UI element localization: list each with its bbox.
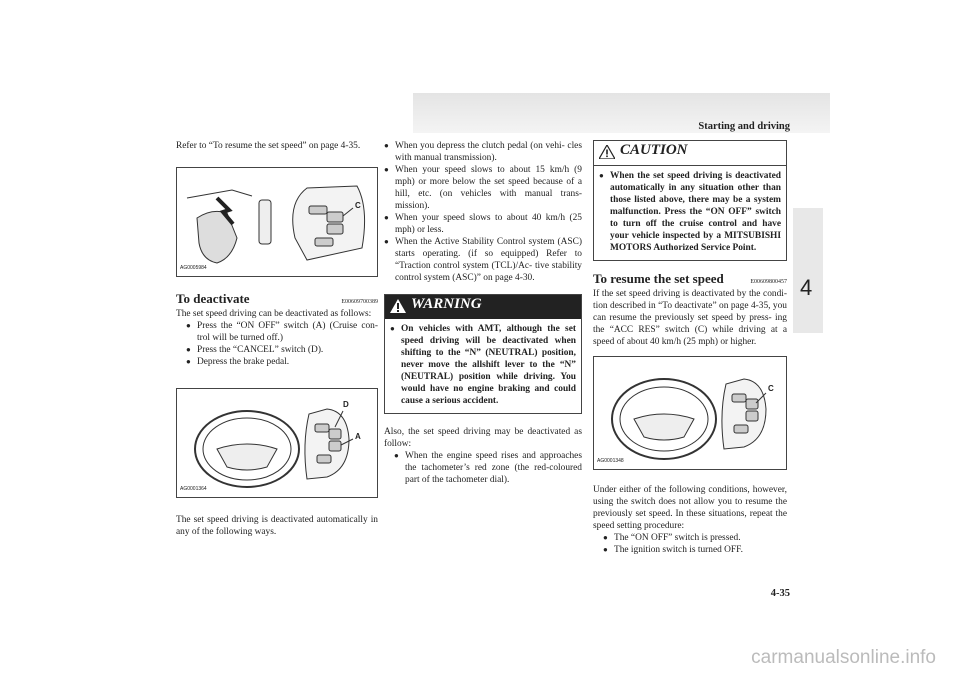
caution-text: ● When the set speed driving is deactivated automatically in any situation other than those listed above, there may be a system malfunction. Press the “ON OFF” switch to turn off the cruise control and have your vehicle inspected by a MITSUBISHI MOTORS Authorized Service Point. bbox=[599, 170, 781, 254]
list-item: ● Press the “CANCEL” switch (D). bbox=[186, 344, 378, 356]
list-item: ● Depress the brake pedal. bbox=[186, 356, 378, 368]
warning-triangle-icon bbox=[390, 299, 406, 313]
chapter-number: 4 bbox=[800, 275, 813, 300]
warning-header bbox=[385, 295, 581, 319]
warning-body bbox=[385, 319, 581, 413]
figure-label-a: A bbox=[355, 432, 361, 441]
caution-header bbox=[594, 141, 786, 166]
heading-to-resume: To resume the set speed E00609800457 bbox=[593, 271, 787, 286]
list-item: ● The ignition switch is turned OFF. bbox=[603, 544, 787, 556]
resume-conditions-text: Under either of the following conditions, however, using the switch does not allow you to resume the previously set speed. In these situations, repeat the speed setting procedure: bbox=[593, 485, 787, 531]
caution-body bbox=[594, 166, 786, 260]
section-title: Starting and driving bbox=[698, 121, 790, 132]
caution-triangle-icon bbox=[599, 145, 615, 159]
figure-resume-switch bbox=[593, 356, 787, 470]
figure-code: AG0001364 bbox=[180, 486, 207, 492]
figure-steering-switches bbox=[176, 388, 378, 498]
pedal-switch-illustration bbox=[177, 168, 377, 276]
list-item: ● When the Active Stability Control system (ASC) starts operating. (if so equipped) Refer to “Traction control system (TCL)/Ac- tive stability control system (ASC)” on page 4-30. bbox=[384, 236, 582, 284]
also-deactivate-list bbox=[384, 450, 582, 486]
list-item: ● When your speed slows to about 15 km/h (9 mph) or more below the set speed because of a hill, etc. (on vehicles with manual trans- mission). bbox=[384, 164, 582, 212]
page-number: 4-35 bbox=[770, 588, 790, 599]
intro-text: Refer to “To resume the set speed” on page 4-35. bbox=[176, 141, 361, 151]
caution-title: CAUTION bbox=[620, 142, 688, 158]
also-deactivate-text: Also, the set speed driving may be deactivated as follow: bbox=[384, 427, 582, 449]
resume-text: If the set speed driving is deactivated by the condi- tion described in “To deactivate” on page 4-35, you can resume the previously set speed by press- ing the “ACC RES” switch (C) while driving at a speed of about 40 km/h (25 mph) or higher. bbox=[593, 289, 787, 347]
figure-code: AG0001348 bbox=[597, 458, 624, 464]
list-item: ● When your speed slows to about 40 km/h (25 mph) or less. bbox=[384, 212, 582, 236]
auto-deactivate-list bbox=[384, 140, 582, 284]
resume-conditions-list bbox=[593, 532, 787, 556]
heading-code: E00609800457 bbox=[750, 279, 787, 285]
caution-box bbox=[593, 140, 787, 261]
column-left bbox=[176, 140, 378, 538]
figure-label-c: C bbox=[355, 201, 361, 210]
warning-title: WARNING bbox=[411, 296, 482, 312]
figure-code: AG0005984 bbox=[180, 265, 207, 271]
list-item: ● When you depress the clutch pedal (on vehi- cles with manual transmission). bbox=[384, 140, 582, 164]
heading-to-deactivate: To deactivate E00609700389 bbox=[176, 291, 378, 306]
chapter-tab bbox=[793, 208, 823, 333]
heading-code: E00609700389 bbox=[341, 299, 378, 305]
list-item: ● When the engine speed rises and approaches the tachometer’s red zone (the red-coloured part of the tachometer dial). bbox=[394, 450, 582, 486]
figure-label-c: C bbox=[768, 384, 774, 393]
list-item: ● The “ON OFF” switch is pressed. bbox=[603, 532, 787, 544]
deactivate-intro: The set speed driving can be deactivated as follows: bbox=[176, 309, 372, 319]
column-middle bbox=[384, 140, 582, 486]
steering-wheel-illustration bbox=[594, 357, 786, 469]
warning-text: ● On vehicles with AMT, although the set speed driving will be deactivated when shifting to the “N” (NEUTRAL) position, never move the allshift lever to the “N” (NEUTRAL) position while driving. You would have no engine braking and could cause a serious accident. bbox=[390, 323, 576, 407]
figure-pedal-switch bbox=[176, 167, 378, 277]
watermark: carmanualsonline.info bbox=[751, 647, 936, 668]
warning-box bbox=[384, 294, 582, 414]
auto-deactivate-text: The set speed driving is deactivated automatically in any of the following ways. bbox=[176, 515, 378, 537]
column-right bbox=[593, 140, 787, 556]
figure-label-d: D bbox=[343, 400, 349, 409]
deactivate-list bbox=[176, 320, 378, 368]
list-item: ● Press the “ON OFF” switch (A) (Cruise con- trol will be turned off.) bbox=[186, 320, 378, 344]
